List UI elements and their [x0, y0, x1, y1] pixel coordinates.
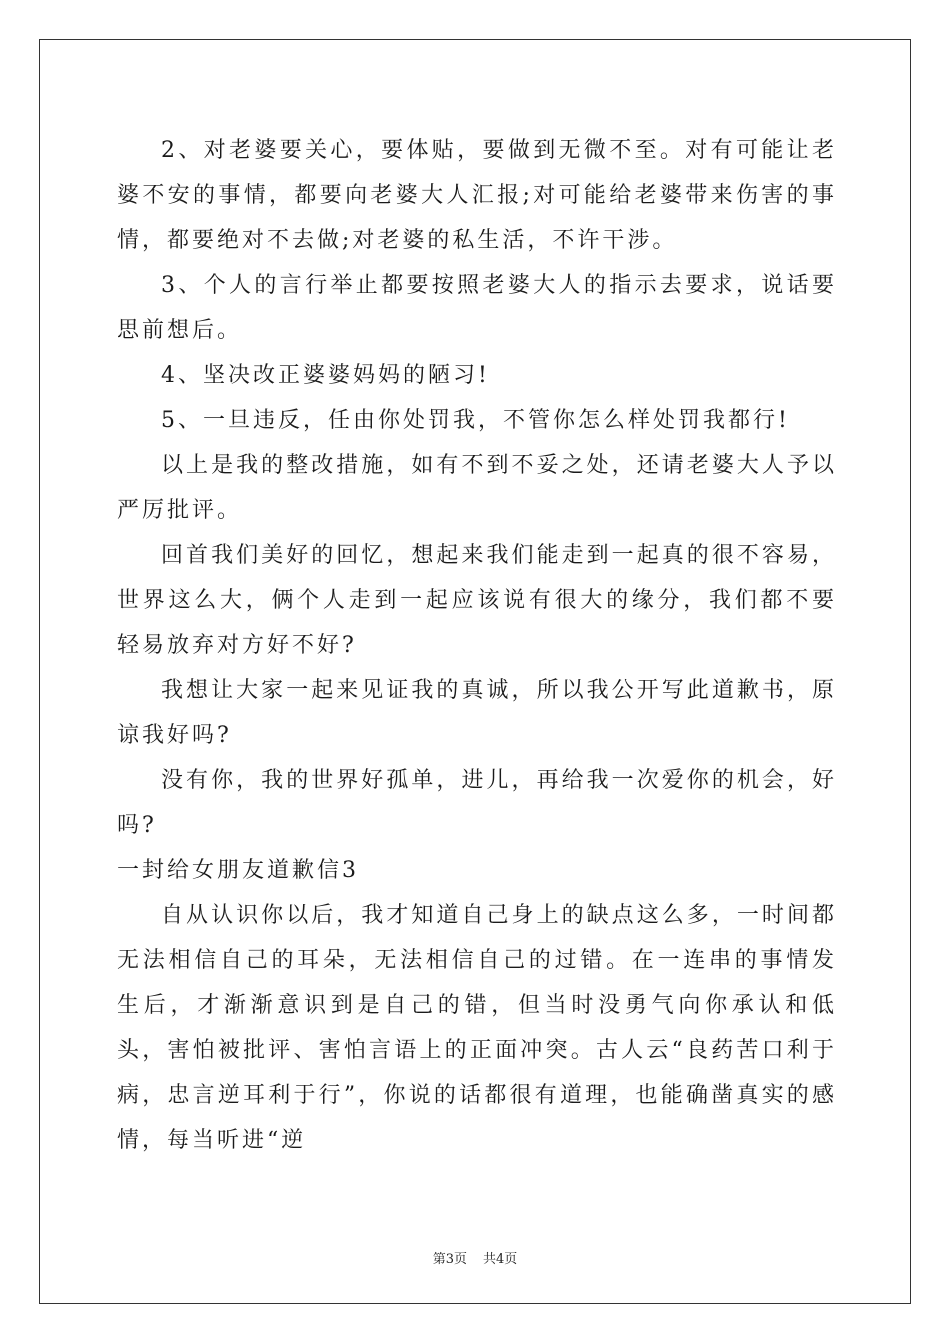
paragraph-summary: 以上是我的整改措施，如有不到不妥之处，还请老婆大人予以严厉批评。: [117, 453, 837, 523]
paragraph-public-apology: 我想让大家一起来见证我的真诚，所以我公开写此道歉书，原谅我好吗?: [117, 678, 837, 748]
paragraph-plea: 没有你，我的世界好孤单，进儿，再给我一次爱你的机会，好吗?: [117, 768, 837, 838]
page-number: 第3页: [432, 1252, 467, 1267]
paragraph-item-4: 4、坚决改正婆婆妈妈的陋习!: [161, 363, 490, 388]
paragraph-letter-body: 自从认识你以后，我才知道自己身上的缺点这么多，一时间都无法相信自己的耳朵，无法相信自己的过错。在一连串的事情发生后，才渐渐意识到是自己的错，但当时没勇气向你承认和低头，害怕被批评、害怕言语上的正面冲突。古人云“良药苦口利于病，忠言逆耳利于行”，你说的话都很有道理，也能确凿真实的感情，每当听进“逆: [117, 903, 837, 1153]
section-heading: 一封给女朋友道歉信3: [117, 858, 359, 883]
paragraph-item-5: 5、一旦违反，任由你处罚我，不管你怎么样处罚我都行!: [161, 408, 790, 433]
page-total: 共4页: [483, 1252, 518, 1267]
paragraph-item-3: 3、个人的言行举止都要按照老婆大人的指示去要求，说话要思前想后。: [117, 273, 837, 343]
page-footer: [0, 1248, 950, 1267]
document-body: [117, 128, 837, 1163]
paragraph-item-2: 2、对老婆要关心，要体贴，要做到无微不至。对有可能让老婆不安的事情，都要向老婆大人汇报;对可能给老婆带来伤害的事情，都要绝对不去做;对老婆的私生活，不许干涉。: [117, 138, 837, 253]
paragraph-memories: 回首我们美好的回忆，想起来我们能走到一起真的很不容易，世界这么大，俩个人走到一起应该说有很大的缘分，我们都不要轻易放弃对方好不好?: [117, 543, 837, 658]
